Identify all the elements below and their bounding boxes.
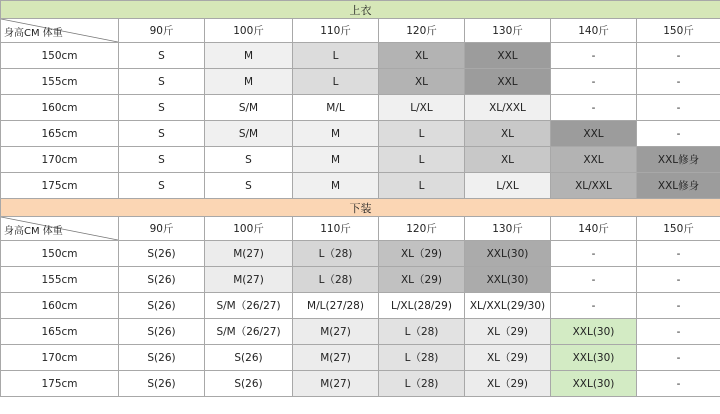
size-cell: XXL修身 <box>637 173 720 199</box>
bottom-height-label: 150cm <box>1 241 119 267</box>
size-cell: XXL(30) <box>465 267 551 293</box>
size-cell: XL <box>379 43 465 69</box>
size-cell: - <box>551 293 637 319</box>
size-cell: - <box>551 241 637 267</box>
top-weight-header: 110斤 <box>293 19 379 43</box>
size-cell: L（28) <box>293 241 379 267</box>
table-row <box>1 345 720 371</box>
table-row <box>1 95 720 121</box>
size-cell: S <box>119 121 205 147</box>
size-cell: XL（29) <box>465 319 551 345</box>
size-cell: XXL(30) <box>465 241 551 267</box>
size-cell: S <box>119 69 205 95</box>
top-height-label: 165cm <box>1 121 119 147</box>
bottom-weight-header: 140斤 <box>551 217 637 241</box>
bottom-weight-header: 100斤 <box>205 217 293 241</box>
top-corner-label: 身高CM 体重 <box>4 28 63 39</box>
size-cell: L/XL(28/29) <box>379 293 465 319</box>
table-row <box>1 147 720 173</box>
size-cell: L <box>379 147 465 173</box>
table-row <box>1 121 720 147</box>
size-cell: L <box>379 121 465 147</box>
size-cell: - <box>637 121 720 147</box>
size-cell: XL（29) <box>379 241 465 267</box>
bottom-weight-header: 110斤 <box>293 217 379 241</box>
size-cell: XXL(30) <box>551 319 637 345</box>
size-cell: M(27) <box>205 241 293 267</box>
top-height-label: 175cm <box>1 173 119 199</box>
size-cell: S <box>119 43 205 69</box>
size-cell: XL/XXL <box>551 173 637 199</box>
size-cell: S(26) <box>119 371 205 397</box>
size-cell: M <box>293 121 379 147</box>
size-cell: - <box>637 319 720 345</box>
size-cell: M <box>293 147 379 173</box>
size-cell: S(26) <box>205 371 293 397</box>
size-cell: - <box>637 371 720 397</box>
size-cell: S(26) <box>119 345 205 371</box>
size-cell: - <box>551 43 637 69</box>
size-cell: - <box>637 43 720 69</box>
bottom-weight-header: 90斤 <box>119 217 205 241</box>
table-row <box>1 267 720 293</box>
size-cell: XXL(30) <box>551 371 637 397</box>
size-cell: L <box>293 69 379 95</box>
size-cell: S(26) <box>119 293 205 319</box>
table-row <box>1 43 720 69</box>
top-height-label: 170cm <box>1 147 119 173</box>
size-cell: M(27) <box>293 371 379 397</box>
size-cell: S <box>119 147 205 173</box>
top-header-row <box>1 19 720 43</box>
top-height-label: 150cm <box>1 43 119 69</box>
size-cell: XL（29) <box>465 371 551 397</box>
table-row <box>1 371 720 397</box>
table-row <box>1 319 720 345</box>
size-cell: - <box>637 345 720 371</box>
size-cell: S(26) <box>119 319 205 345</box>
size-cell: - <box>637 241 720 267</box>
size-cell: S/M <box>205 121 293 147</box>
size-cell: L <box>293 43 379 69</box>
size-cell: M/L(27/28) <box>293 293 379 319</box>
size-cell: XL <box>465 147 551 173</box>
top-weight-header: 100斤 <box>205 19 293 43</box>
top-weight-header: 120斤 <box>379 19 465 43</box>
size-cell: - <box>637 95 720 121</box>
size-cell: XL <box>379 69 465 95</box>
size-cell: XXL <box>551 147 637 173</box>
size-cell: S(26) <box>119 241 205 267</box>
size-cell: M(27) <box>293 319 379 345</box>
size-cell: - <box>551 267 637 293</box>
table-row <box>1 69 720 95</box>
size-cell: XXL(30) <box>551 345 637 371</box>
bottom-height-label: 160cm <box>1 293 119 319</box>
top-weight-header: 130斤 <box>465 19 551 43</box>
size-cell: - <box>637 69 720 95</box>
top-height-label: 160cm <box>1 95 119 121</box>
size-cell: S <box>119 95 205 121</box>
table-row <box>1 241 720 267</box>
size-cell: L（28) <box>379 371 465 397</box>
size-cell: M(27) <box>293 345 379 371</box>
size-cell: XL（29) <box>465 345 551 371</box>
bottom-corner-cell <box>1 217 119 241</box>
top-corner-cell <box>1 19 119 43</box>
size-cell: L/XL <box>465 173 551 199</box>
bottom-height-label: 165cm <box>1 319 119 345</box>
size-cell: M <box>293 173 379 199</box>
size-cell: S(26) <box>205 345 293 371</box>
size-cell: XXL修身 <box>637 147 720 173</box>
size-cell: - <box>637 267 720 293</box>
size-cell: XXL <box>551 121 637 147</box>
size-cell: - <box>551 95 637 121</box>
bottom-header-row <box>1 217 720 241</box>
bottom-weight-header: 130斤 <box>465 217 551 241</box>
size-cell: L <box>379 173 465 199</box>
size-cell: XL/XXL <box>465 95 551 121</box>
top-weight-header: 150斤 <box>637 19 720 43</box>
size-cell: M/L <box>293 95 379 121</box>
size-cell: L（28) <box>379 319 465 345</box>
top-height-label: 155cm <box>1 69 119 95</box>
table-row <box>1 293 720 319</box>
size-cell: - <box>551 69 637 95</box>
size-cell: L（28) <box>379 345 465 371</box>
top-weight-header: 140斤 <box>551 19 637 43</box>
bottom-section-title-row <box>1 199 720 217</box>
size-cell: S(26) <box>119 267 205 293</box>
bottom-corner-label: 身高CM 体重 <box>4 226 63 237</box>
bottom-section-title: 下装 <box>1 199 720 217</box>
size-cell: XL <box>465 121 551 147</box>
size-cell: M(27) <box>205 267 293 293</box>
bottom-height-label: 175cm <box>1 371 119 397</box>
size-cell: XXL <box>465 69 551 95</box>
size-cell: XL/XXL(29/30) <box>465 293 551 319</box>
bottom-weight-header: 150斤 <box>637 217 720 241</box>
size-cell: XXL <box>465 43 551 69</box>
bottom-weight-header: 120斤 <box>379 217 465 241</box>
size-cell: XL（29) <box>379 267 465 293</box>
size-cell: - <box>637 293 720 319</box>
top-section-title: 上衣 <box>1 1 720 19</box>
size-cell: S <box>205 147 293 173</box>
size-cell: S <box>205 173 293 199</box>
top-weight-header: 90斤 <box>119 19 205 43</box>
top-section-title-row <box>1 1 720 19</box>
size-cell: M <box>205 69 293 95</box>
bottom-height-label: 170cm <box>1 345 119 371</box>
bottom-height-label: 155cm <box>1 267 119 293</box>
table-row <box>1 173 720 199</box>
size-cell: S/M（26/27) <box>205 319 293 345</box>
size-cell: S/M <box>205 95 293 121</box>
size-cell: S/M（26/27) <box>205 293 293 319</box>
size-cell: L/XL <box>379 95 465 121</box>
size-cell: S <box>119 173 205 199</box>
size-cell: L（28) <box>293 267 379 293</box>
size-cell: M <box>205 43 293 69</box>
